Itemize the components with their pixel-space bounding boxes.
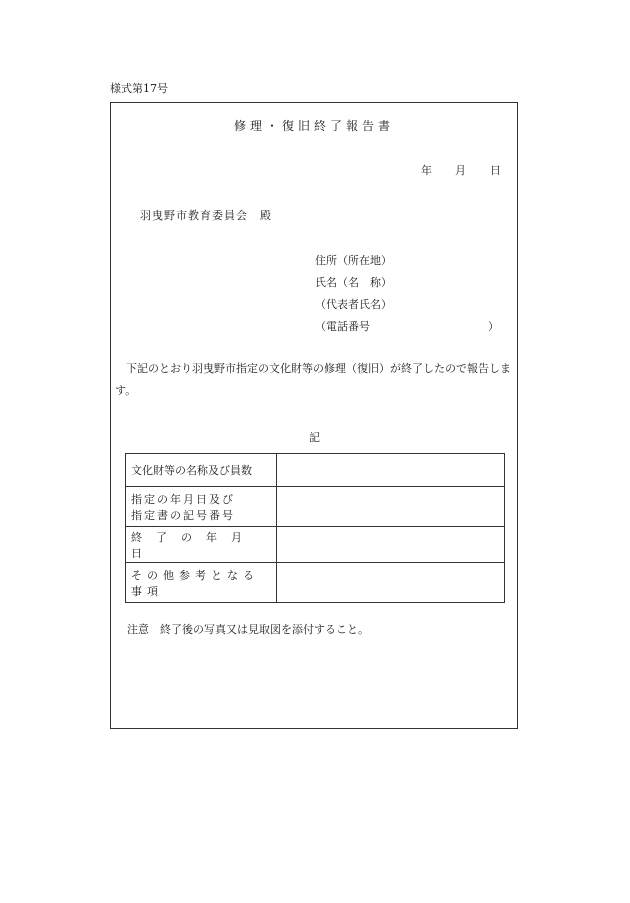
- sender-address-label: 住所（所在地）: [315, 254, 392, 267]
- date-month: 月: [455, 164, 466, 177]
- attachment-note: 注意 終了後の写真又は見取図を添付すること。: [127, 623, 369, 636]
- form-title: 修理・復旧終了報告書: [233, 119, 394, 133]
- table-row: [126, 527, 505, 563]
- ki-heading: 記: [309, 431, 320, 444]
- form-number: 様式第17号: [110, 82, 168, 95]
- report-body-text: 下記のとおり羽曳野市指定の文化財等の修理（復旧）が終了したので報告します。: [115, 362, 511, 397]
- details-table: [125, 453, 505, 603]
- row-value-designation[interactable]: [277, 487, 505, 527]
- row-label-cultural-property: 文化財等の名称及び員数: [126, 454, 277, 487]
- sender-representative-label: （代表者氏名）: [315, 298, 392, 311]
- date-day: 日: [490, 164, 501, 177]
- date-year: 年: [421, 164, 432, 177]
- row-label-completion-date: 終了の年月日: [126, 527, 277, 563]
- row-label-designation: [126, 487, 277, 527]
- table-row: [126, 563, 505, 603]
- designation-label-line1: 指定の年月日及び: [131, 492, 235, 506]
- row-value-other-notes[interactable]: [277, 563, 505, 603]
- addressee: 羽曳野市教育委員会 殿: [140, 209, 272, 222]
- sender-name-label: 氏名（名 称）: [315, 276, 392, 289]
- sender-phone-close: ）: [488, 320, 499, 333]
- designation-label-line2: 指定書の記号番号: [131, 508, 235, 522]
- sender-phone-label: （電話番号: [315, 320, 370, 333]
- table-row: [126, 487, 505, 527]
- row-value-completion-date[interactable]: [277, 527, 505, 563]
- row-value-cultural-property[interactable]: [277, 454, 505, 487]
- table-row: [126, 454, 505, 487]
- row-label-other-notes: その他参考となる事項: [126, 563, 277, 603]
